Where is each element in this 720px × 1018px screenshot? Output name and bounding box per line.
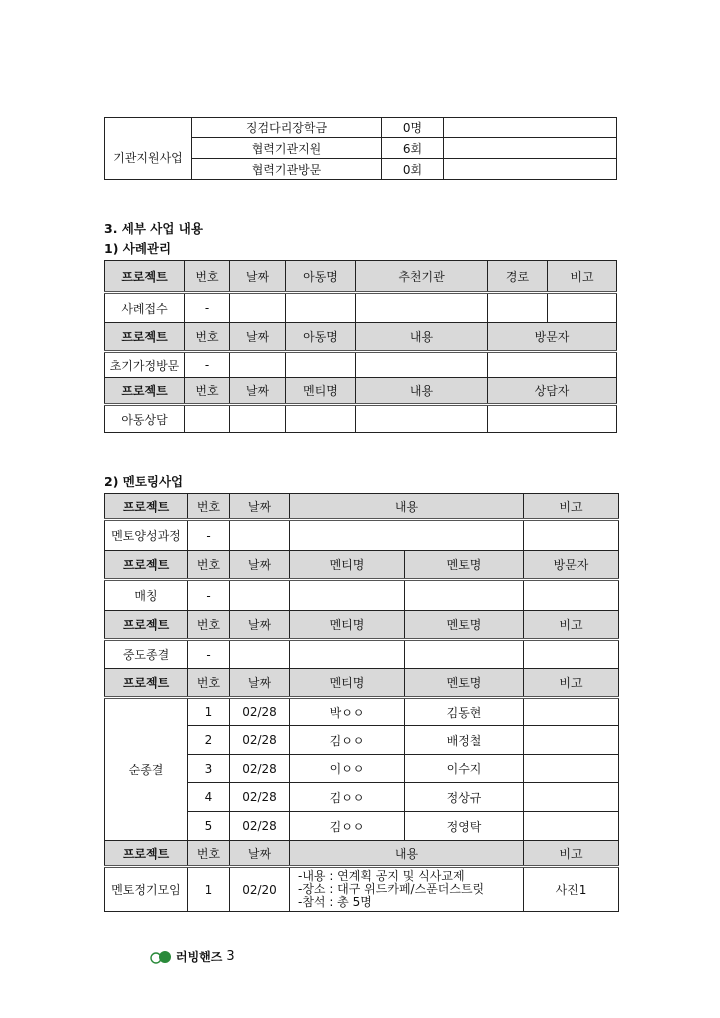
case-management-table: 프로젝트 번호 날짜 아동명 추천기관 경로 비고 사례접수 - 프로젝트 번호 날짜 아동명 내용 방문자 초기가정방문 - 프로젝트 번호 날짜 멘티명 내용 상담자 아동상담 — [104, 260, 617, 433]
subsection-case-management: 1) 사례관리 — [104, 241, 172, 256]
mentoring-table: 프로젝트 번호 날짜 내용 비고 멘토양성과정 - 프로젝트 번호 날짜 멘티명 멘토명 방문자 매칭 - 프로젝트 번호 날짜 멘티명 멘토명 비고 중도종결 - 프로젝트 번호 날짜 멘티명 멘토명 비고 순종결 1 02/28 박ㅇㅇ 김동현 2 02/28 김ㅇㅇ 배정철 3 02/28 이ㅇㅇ 이수지 4 02/28 김ㅇㅇ 정상규 5 02/28 김ㅇㅇ 정영탁 프로젝트 번호 날짜 내용 비고 멘토정기모임 1 02/20 -내용 : 연계획 공지 및 식사교제 -장소 : 대구 위드카페/스푼더스트릿 -참석 : 총 5명 사진1 — [104, 493, 619, 912]
section-title: 3. 세부 사업 내용 — [104, 221, 203, 236]
subsection-mentoring: 2) 멘토링사업 — [104, 474, 184, 489]
brand-name: 러빙핸즈 — [176, 950, 223, 964]
table-row: 4 02/28 김ㅇㅇ 정상규 — [105, 783, 619, 812]
agency-support-table: 기관지원사업 징검다리장학금 0명 협력기관지원 6회 협력기관방문 0회 — [104, 117, 617, 180]
table-row: 3 02/28 이ㅇㅇ 이수지 — [105, 755, 619, 783]
table-row: 순종결 1 02/28 박ㅇㅇ 김동현 — [105, 698, 619, 726]
end-label: 순종결 — [105, 698, 188, 841]
group-label: 기관지원사업 — [105, 118, 192, 180]
logo-icon — [150, 949, 172, 965]
table-row: 5 02/28 김ㅇㅇ 정영탁 — [105, 812, 619, 841]
page-number: 3 — [226, 949, 235, 964]
footer — [150, 948, 235, 965]
meeting-content: -내용 : 연계획 공지 및 식사교제 -장소 : 대구 위드카페/스푼더스트릿 -참석 : 총 5명 — [290, 867, 524, 912]
table-row: 2 02/28 김ㅇㅇ 배정철 — [105, 726, 619, 755]
